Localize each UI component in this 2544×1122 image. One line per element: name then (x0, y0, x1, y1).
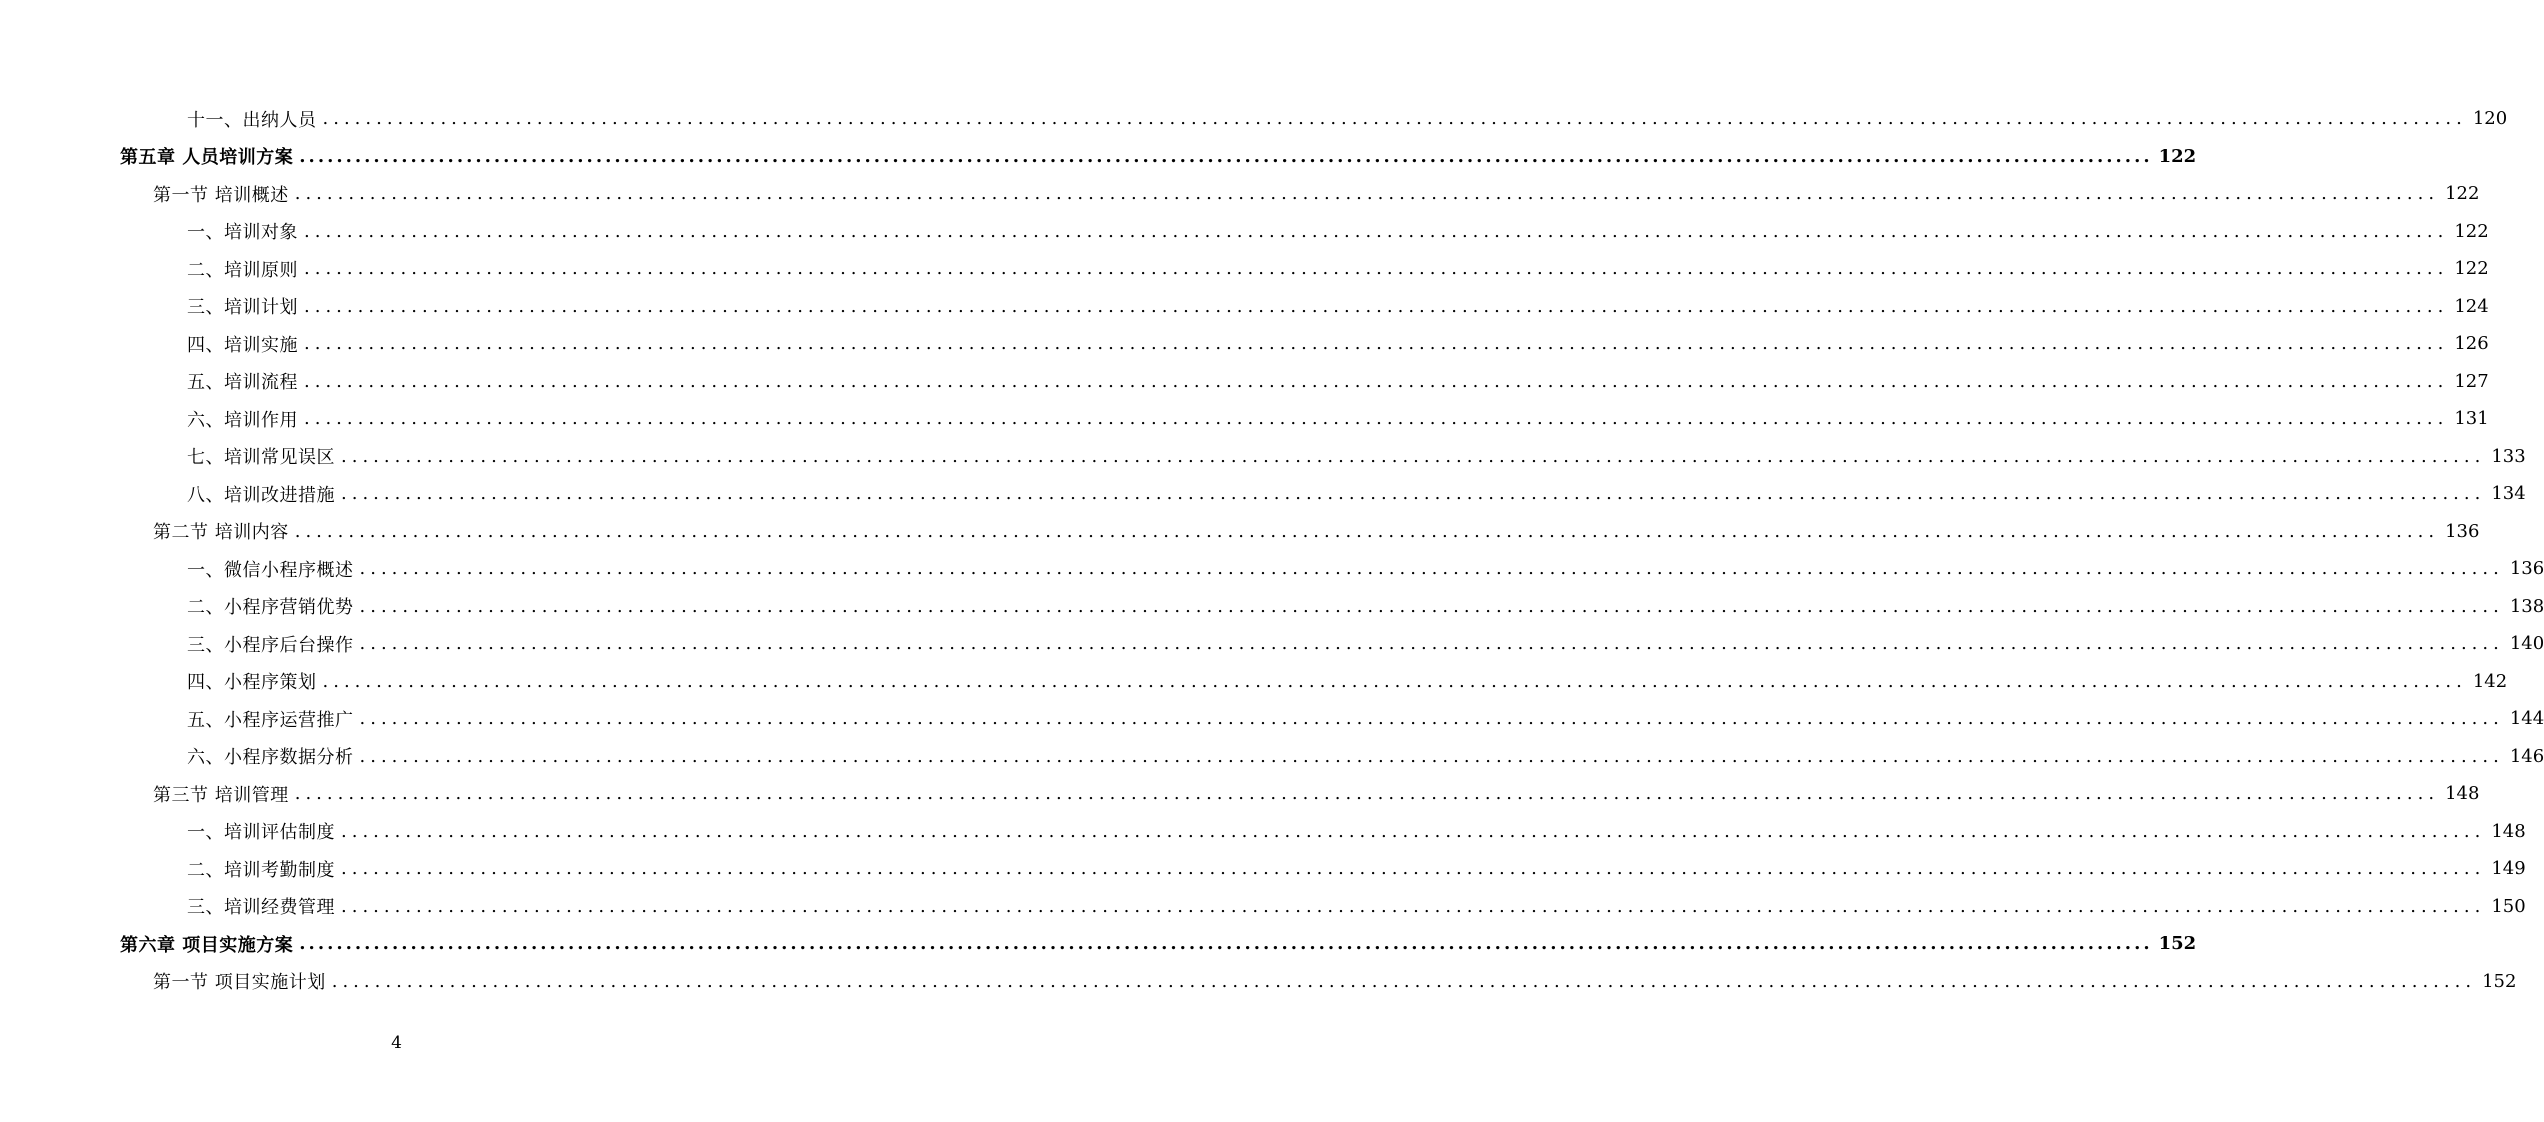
toc-entry-title: 三、培训计划 (187, 297, 298, 318)
toc-entry-page: 122 (2454, 258, 2489, 279)
toc-entry-page: 148 (2491, 820, 2526, 842)
toc-entry-title: 二、培训考勤制度 (187, 859, 335, 881)
toc-dot-leader: ........................................................................................................................................................................................................ (359, 633, 2504, 654)
toc-entry-page: 122 (2454, 220, 2489, 242)
toc-dot-leader: ........................................................................................................................................................................................................ (322, 108, 2467, 129)
toc-subsection-entry (187, 700, 2544, 737)
toc-entry-page: 144 (2509, 708, 2544, 729)
toc-entry-title: 二、小程序营销优势 (187, 597, 354, 618)
toc-subsection-entry (187, 475, 2526, 512)
toc-entry-title: 十一、出纳人员 (187, 109, 317, 131)
toc-entry-page: 152 (2482, 970, 2517, 992)
toc-chapter-entry (120, 925, 2197, 962)
toc-entry-page: 148 (2445, 783, 2480, 804)
toc-entry-title: 一、培训评估制度 (187, 822, 335, 843)
toc-subsection-entry (187, 550, 2544, 587)
toc-dot-leader: ........................................................................................................................................................................................................ (294, 520, 2440, 542)
toc-subsection-entry (187, 625, 2544, 662)
toc-dot-leader: ........................................................................................................................................................................................................ (341, 858, 2486, 879)
toc-entry-title: 第五章 人员培训方案 (120, 147, 294, 168)
toc-entry-page: 146 (2509, 745, 2544, 767)
toc-dot-leader: ........................................................................................................................................................................................................ (359, 595, 2504, 617)
toc-entry-page: 134 (2491, 483, 2526, 504)
toc-dot-leader: ........................................................................................................................................................................................................ (304, 220, 2449, 242)
toc-dot-leader: ........................................................................................................................................................................................................ (341, 895, 2486, 917)
toc-entry-title: 四、小程序策划 (187, 672, 317, 693)
toc-section-entry (153, 175, 2480, 212)
toc-dot-leader: ........................................................................................................................................................................................................ (299, 145, 2153, 167)
toc-subsection-entry (187, 813, 2526, 850)
toc-dot-leader: ........................................................................................................................................................................................................ (304, 295, 2449, 317)
toc-entry-title: 六、培训作用 (187, 409, 298, 431)
toc-subsection-entry (187, 325, 2489, 362)
toc-chapter-entry (120, 138, 2197, 175)
toc-dot-leader: ........................................................................................................................................................................................................ (304, 333, 2449, 354)
toc-dot-leader: ........................................................................................................................................................................................................ (359, 558, 2504, 579)
toc-section-entry (153, 963, 2517, 1000)
toc-entry-title: 一、培训对象 (187, 222, 298, 243)
toc-entry-title: 五、小程序运营推广 (187, 709, 354, 731)
toc-entry-title: 六、小程序数据分析 (187, 747, 354, 768)
toc-dot-leader: ........................................................................................................................................................................................................ (294, 783, 2440, 804)
toc-entry-page: 136 (2445, 520, 2480, 542)
toc-subsection-entry (187, 288, 2489, 325)
toc-entry-title: 三、培训经费管理 (187, 897, 335, 918)
toc-entry-page: 152 (2158, 933, 2197, 954)
toc-entry-page: 136 (2509, 558, 2544, 579)
toc-section-entry (153, 775, 2480, 812)
toc-dot-leader: ........................................................................................................................................................................................................ (341, 820, 2486, 842)
toc-entry-page: 122 (2158, 145, 2197, 167)
toc-subsection-entry (187, 438, 2526, 475)
toc-entry-title: 四、培训实施 (187, 334, 298, 356)
toc-dot-leader: ........................................................................................................................................................................................................ (359, 745, 2504, 767)
toc-entry-title: 五、培训流程 (187, 372, 298, 393)
toc-entry-page: 149 (2491, 858, 2526, 879)
toc-entry-page: 133 (2491, 445, 2526, 467)
toc-subsection-entry (187, 588, 2544, 625)
toc-entry-title: 第六章 项目实施方案 (120, 934, 294, 956)
toc-entry-title: 八、培训改进措施 (187, 484, 335, 506)
toc-dot-leader: ........................................................................................................................................................................................................ (341, 483, 2486, 504)
toc-dot-leader: ........................................................................................................................................................................................................ (299, 933, 2153, 954)
toc-dot-leader: ........................................................................................................................................................................................................ (359, 708, 2504, 729)
toc-entry-title: 第三节 培训管理 (153, 784, 289, 806)
toc-dot-leader: ........................................................................................................................................................................................................ (304, 370, 2449, 392)
toc-dot-leader: ........................................................................................................................................................................................................ (341, 445, 2486, 467)
toc-subsection-entry (187, 663, 2508, 700)
toc-subsection-entry (187, 213, 2489, 250)
toc-entry-title: 三、小程序后台操作 (187, 634, 354, 656)
toc-entry-title: 七、培训常见误区 (187, 447, 335, 468)
page-number: 4 (391, 1033, 402, 1053)
toc-entry-page: 127 (2454, 370, 2489, 392)
toc-entry-page: 126 (2454, 333, 2489, 354)
toc-subsection-entry (187, 363, 2489, 400)
toc-entry-title: 第二节 培训内容 (153, 522, 289, 543)
toc-entry-page: 150 (2491, 895, 2526, 917)
toc-dot-leader: ........................................................................................................................................................................................................ (294, 183, 2440, 204)
toc-entry-page: 122 (2445, 183, 2480, 204)
toc-dot-leader: ........................................................................................................................................................................................................ (304, 258, 2449, 279)
toc-entry-page: 124 (2454, 295, 2489, 317)
toc-entry-title: 第一节 培训概述 (153, 184, 289, 206)
toc-subsection-entry (187, 100, 2508, 137)
toc-entry-page: 131 (2454, 408, 2489, 429)
toc-section-entry (153, 513, 2480, 550)
toc-dot-leader: ........................................................................................................................................................................................................ (304, 408, 2449, 429)
toc-entry-page: 120 (2472, 108, 2508, 129)
toc-entry-title: 一、微信小程序概述 (187, 559, 354, 581)
toc-entry-page: 140 (2509, 633, 2544, 654)
toc-dot-leader: ........................................................................................................................................................................................................ (331, 970, 2477, 992)
toc-subsection-entry (187, 400, 2489, 437)
toc-subsection-entry (187, 888, 2526, 925)
toc-entry-page: 142 (2472, 670, 2508, 692)
toc-subsection-entry (187, 850, 2526, 887)
toc-subsection-entry (187, 738, 2544, 775)
toc-dot-leader: ........................................................................................................................................................................................................ (322, 670, 2467, 692)
toc-entry-title: 第一节 项目实施计划 (153, 972, 326, 993)
toc-subsection-entry (187, 250, 2489, 287)
toc-entry-page: 138 (2509, 595, 2544, 617)
toc-entry-title: 二、培训原则 (187, 259, 298, 281)
